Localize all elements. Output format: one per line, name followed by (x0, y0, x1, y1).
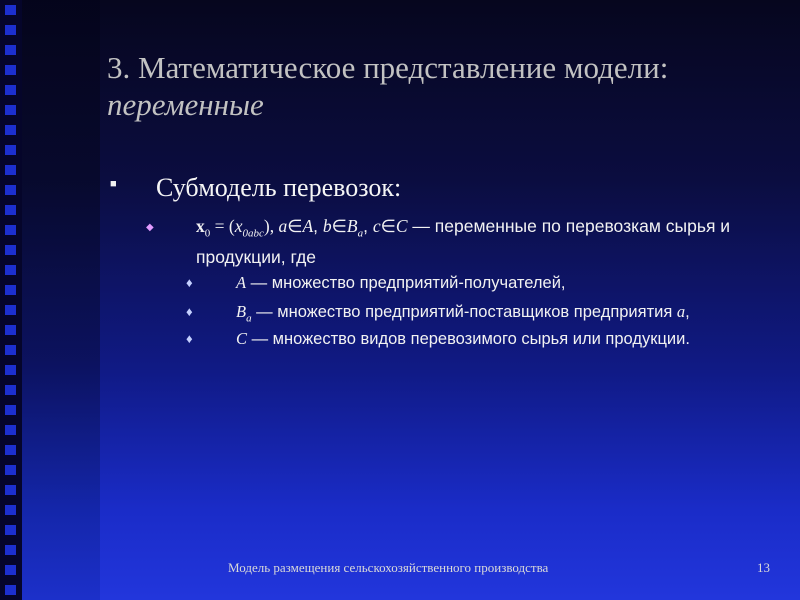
in-symbol-1: ∈ (287, 216, 303, 236)
slide-footer: Модель размещения сельскохозяйственного производства (228, 560, 549, 575)
level3-bullet-icon: ♦ (186, 304, 193, 319)
level2-bullet-icon: ◆ (146, 222, 154, 233)
set-symbol-sub: a (246, 312, 252, 325)
set-C: C (395, 216, 408, 236)
set-B: B (346, 216, 358, 236)
comma-1: , (313, 216, 323, 236)
slide-title (107, 50, 787, 124)
level3-bullet-icon: ♦ (186, 275, 193, 290)
set-symbol: C (236, 329, 248, 348)
close-paren: ), (263, 216, 279, 236)
var-b: b (322, 216, 332, 236)
level2-paragraph (196, 215, 776, 269)
set-description: — множество видов перевозимого сырья или продукции. (247, 330, 690, 348)
set-symbol: B (236, 302, 247, 321)
var-x-sub: 0 (204, 227, 211, 240)
title-line-2: переменные (107, 87, 264, 122)
set-description: — множество предприятий-поставщиков предприятия (251, 303, 677, 321)
set-description: — множество предприятий-получателей, (246, 274, 566, 292)
var-x2-sub: 0abc (242, 227, 264, 240)
set-symbol: A (236, 273, 247, 292)
in-symbol-3: ∈ (380, 216, 396, 236)
set-A: A (302, 216, 314, 236)
level3-text (236, 301, 690, 329)
set-B-sub: a (357, 227, 364, 240)
comma-2: , (363, 216, 373, 236)
level1-bullet-icon: ■ (110, 178, 117, 190)
set-description-end: , (685, 303, 690, 321)
left-shadow-decoration (22, 0, 100, 600)
level3-text (236, 272, 566, 294)
var-a: a (278, 216, 288, 236)
level3-bullet-icon: ♦ (186, 331, 193, 346)
in-symbol-2: ∈ (331, 216, 347, 236)
level3-text (236, 328, 690, 350)
level2-description: — переменные по перевозкам сырья и продукции, где (196, 216, 731, 267)
set-description-tail: a (676, 302, 686, 321)
var-c: c (372, 216, 381, 236)
var-x2: x (234, 216, 243, 236)
title-line-1: 3. Математическое представление модели: (107, 50, 669, 85)
slide-number: 13 (757, 560, 770, 575)
eq-open: = ( (210, 216, 235, 236)
level1-heading: Субмодель перевозок: (156, 173, 402, 202)
var-x: x (196, 216, 205, 236)
film-strip-decoration (0, 0, 22, 600)
